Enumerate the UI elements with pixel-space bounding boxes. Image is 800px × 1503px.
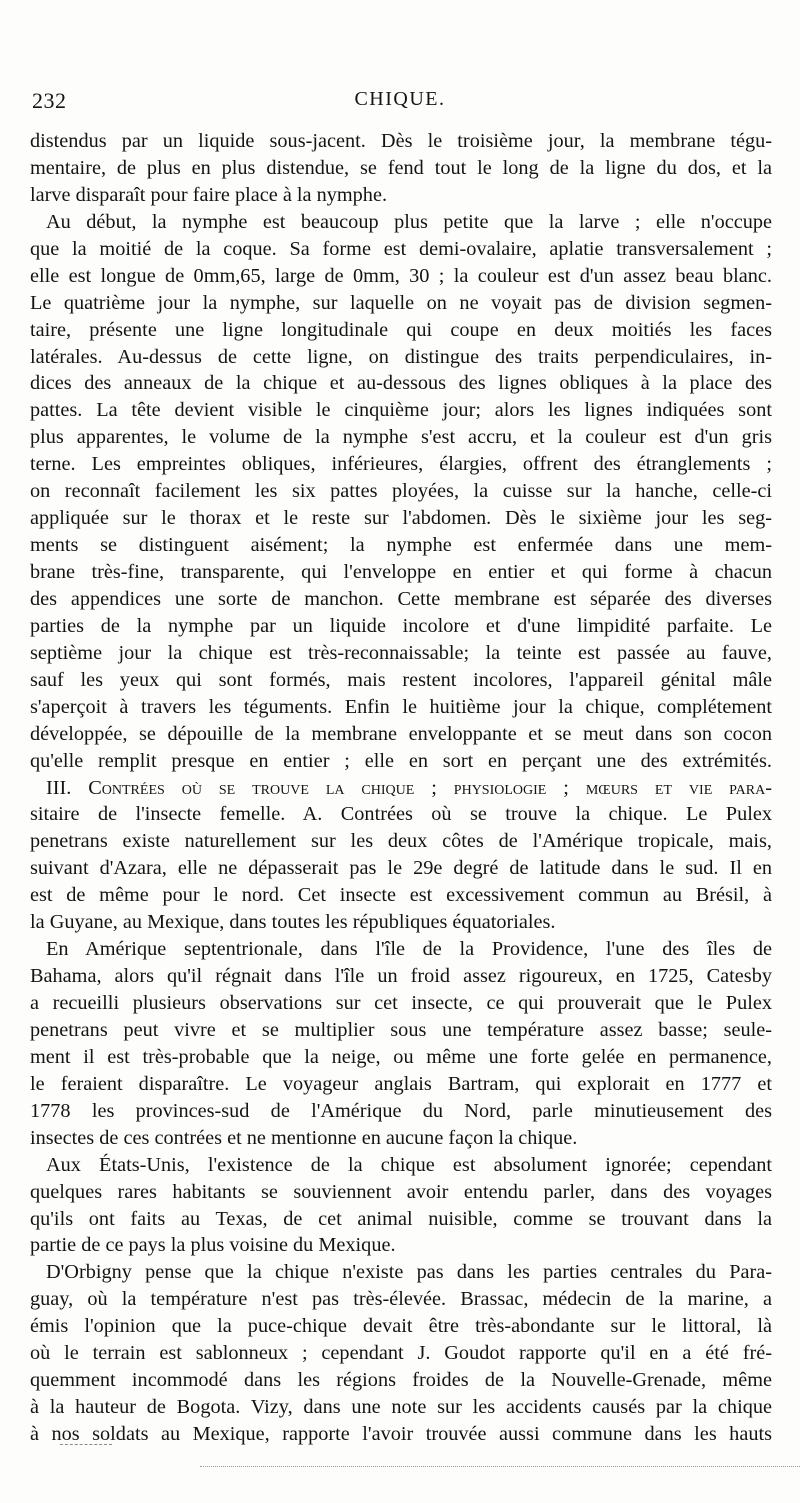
text-line: que la moitié de la coque. Sa forme est demi-ovalaire, aplatie transversalement ; (30, 237, 772, 260)
text-line: penetrans peut vivre et se multiplier sous une température assez basse; seule- (30, 1018, 772, 1041)
text-line: s'aperçoit à travers les téguments. Enfin le huitième jour la chique, complétement (30, 695, 772, 718)
text-line: parties de la nymphe par un liquide incolore et d'une limpidité parfaite. Le (30, 614, 772, 637)
text-line: qu'ils ont faits au Texas, de cet animal nuisible, comme se trouvant dans la (30, 1207, 772, 1230)
text-line: guay, où la température n'est pas très-élevée. Brassac, médecin de la marine, a (30, 1288, 772, 1311)
text-line: Aux États-Unis, l'existence de la chique est absolument ignorée; cependant (46, 1153, 772, 1176)
text-line: larve disparaît pour faire place à la nymphe. (30, 183, 388, 206)
text-line: taire, présente une ligne longitudinale qui coupe en deux moitiés les faces (30, 318, 772, 341)
text-line: partie de ce pays la plus voisine du Mexique. (30, 1234, 396, 1257)
page-number: 232 (32, 88, 67, 113)
text-line: Bahama, alors qu'il régnait dans l'île un froid assez rigoureux, en 1725, Catesby (30, 965, 772, 988)
text-line: a recueilli plusieurs observations sur cet insecte, ce qui prouverait que le Pulex (30, 992, 772, 1014)
text-line: ments se distinguent aisément; la nymphe est enfermée dans une mem- (30, 534, 772, 557)
text-line: est de même pour le nord. Cet insecte est excessivement commun au Brésil, à (30, 884, 772, 907)
paragraph-6 (30, 1259, 772, 1448)
text-line: émis l'opinion que la puce-chique devait être très-abondante sur le littoral, là (30, 1315, 772, 1338)
text-line: la Guyane, au Mexique, dans toutes les républiques équatoriales. (30, 911, 556, 934)
text-line: septième jour la chique est très-reconnaissable; la teinte est passée au fauve, (30, 641, 772, 664)
text-line: distendus par un liquide sous-jacent. Dès le troisième jour, la membrane tégu- (30, 130, 772, 152)
text-line: sauf les yeux qui sont formés, mais restent incolores, l'appareil génital mâle (30, 668, 772, 691)
text-line: Le quatrième jour la nymphe, sur laquelle on ne voyait pas de division segmen- (30, 291, 772, 314)
text-line: sitaire de l'insecte femelle. A. Contrées où se trouve la chique. Le Pulex (30, 803, 772, 826)
text-line: D'Orbigny pense que la chique n'existe pas dans les parties centrales du Para- (46, 1261, 772, 1284)
text-line: mentaire, de plus en plus distendue, se fend tout le long de la ligne du dos, et la (30, 156, 772, 179)
text-line: des appendices une sorte de manchon. Cette membrane est séparée des diverses (30, 587, 772, 610)
running-title: CHIQUE. (354, 88, 446, 110)
text-line: dices des anneaux de la chique et au-dessous des lignes obliques à la place des (30, 372, 772, 395)
text-line: plus apparentes, le volume de la nymphe s'est accru, et la couleur est d'un gris (30, 426, 772, 449)
text-line: à nos soldats au Mexique, rapporte l'avoir trouvée aussi commune dans les hauts (30, 1423, 772, 1445)
text-line: on reconnaît facilement les six pattes ployées, la cuisse sur la hanche, celle-ci (30, 480, 772, 503)
text-line: qu'elle remplit presque en entier ; elle en sort en perçant une des extrémités. (30, 749, 772, 772)
text-line: 1778 les provinces-sud de l'Amérique du Nord, parle minutieusement des (30, 1099, 772, 1122)
text-line: terne. Les empreintes obliques, inférieures, élargies, offrent des étranglements ; (30, 453, 772, 476)
text-line: insectes de ces contrées et ne mentionne en aucune façon la chique. (30, 1126, 578, 1149)
text-line: suivant d'Azara, elle ne dépasserait pas le 29e degré de latitude dans le sud. Il en (30, 857, 772, 880)
text-line: Au début, la nymphe est beaucoup plus petite que la larve ; elle n'occupe (46, 210, 772, 233)
print-marks (60, 1438, 760, 1468)
paragraph-4 (30, 936, 772, 1152)
text-line: quelques rares habitants se souviennent avoir entendu parler, dans des voyages (30, 1180, 772, 1203)
text-line: En Amérique septentrionale, dans l'île de la Providence, l'une des îles de (46, 938, 772, 961)
print-smudge (60, 1444, 112, 1445)
running-head (30, 88, 770, 118)
text-line: quemment incommodé dans les régions froides de la Nouvelle-Grenade, même (30, 1369, 772, 1392)
print-smudge (200, 1466, 800, 1467)
section-heading-line: III. Contrées où se trouve la chique ; physiologie ; mœurs et vie para- (46, 776, 772, 799)
paragraph-5 (30, 1152, 772, 1260)
text-line: développée, se dépouille de la membrane enveloppante et se meut dans son cocon (30, 722, 772, 745)
text-line: appliquée sur le thorax et le reste sur l'abdomen. Dès le sixième jour les seg- (30, 507, 772, 530)
text-line: brane très-fine, transparente, qui l'enveloppe en entier et qui forme à chacun (30, 561, 772, 583)
text-line: à la hauteur de Bogota. Vizy, dans une note sur les accidents causés par la chique (30, 1396, 772, 1419)
text-line: pattes. La tête devient visible le cinquième jour; alors les lignes indiquées sont (30, 399, 772, 422)
text-line: latérales. Au-dessus de cette ligne, on distingue des traits perpendiculaires, in- (30, 345, 772, 368)
paragraph-1 (30, 128, 772, 209)
text-line: où le terrain est sablonneux ; cependant J. Goudot rapporte qu'il en a été fré- (30, 1342, 772, 1365)
text-line: ment il est très-probable que la neige, ou même une forte gelée en permanence, (30, 1045, 772, 1068)
text-line: le feraient disparaître. Le voyageur anglais Bartram, qui explorait en 1777 et (30, 1072, 772, 1095)
paragraph-2 (30, 209, 772, 775)
paragraph-3 (30, 775, 772, 937)
text-line: penetrans existe naturellement sur les deux côtes de l'Amérique tropicale, mais, (30, 830, 772, 853)
text-line: elle est longue de 0mm,65, large de 0mm, 30 ; la couleur est d'un assez beau blanc. (30, 264, 772, 287)
body-text (30, 128, 772, 1448)
